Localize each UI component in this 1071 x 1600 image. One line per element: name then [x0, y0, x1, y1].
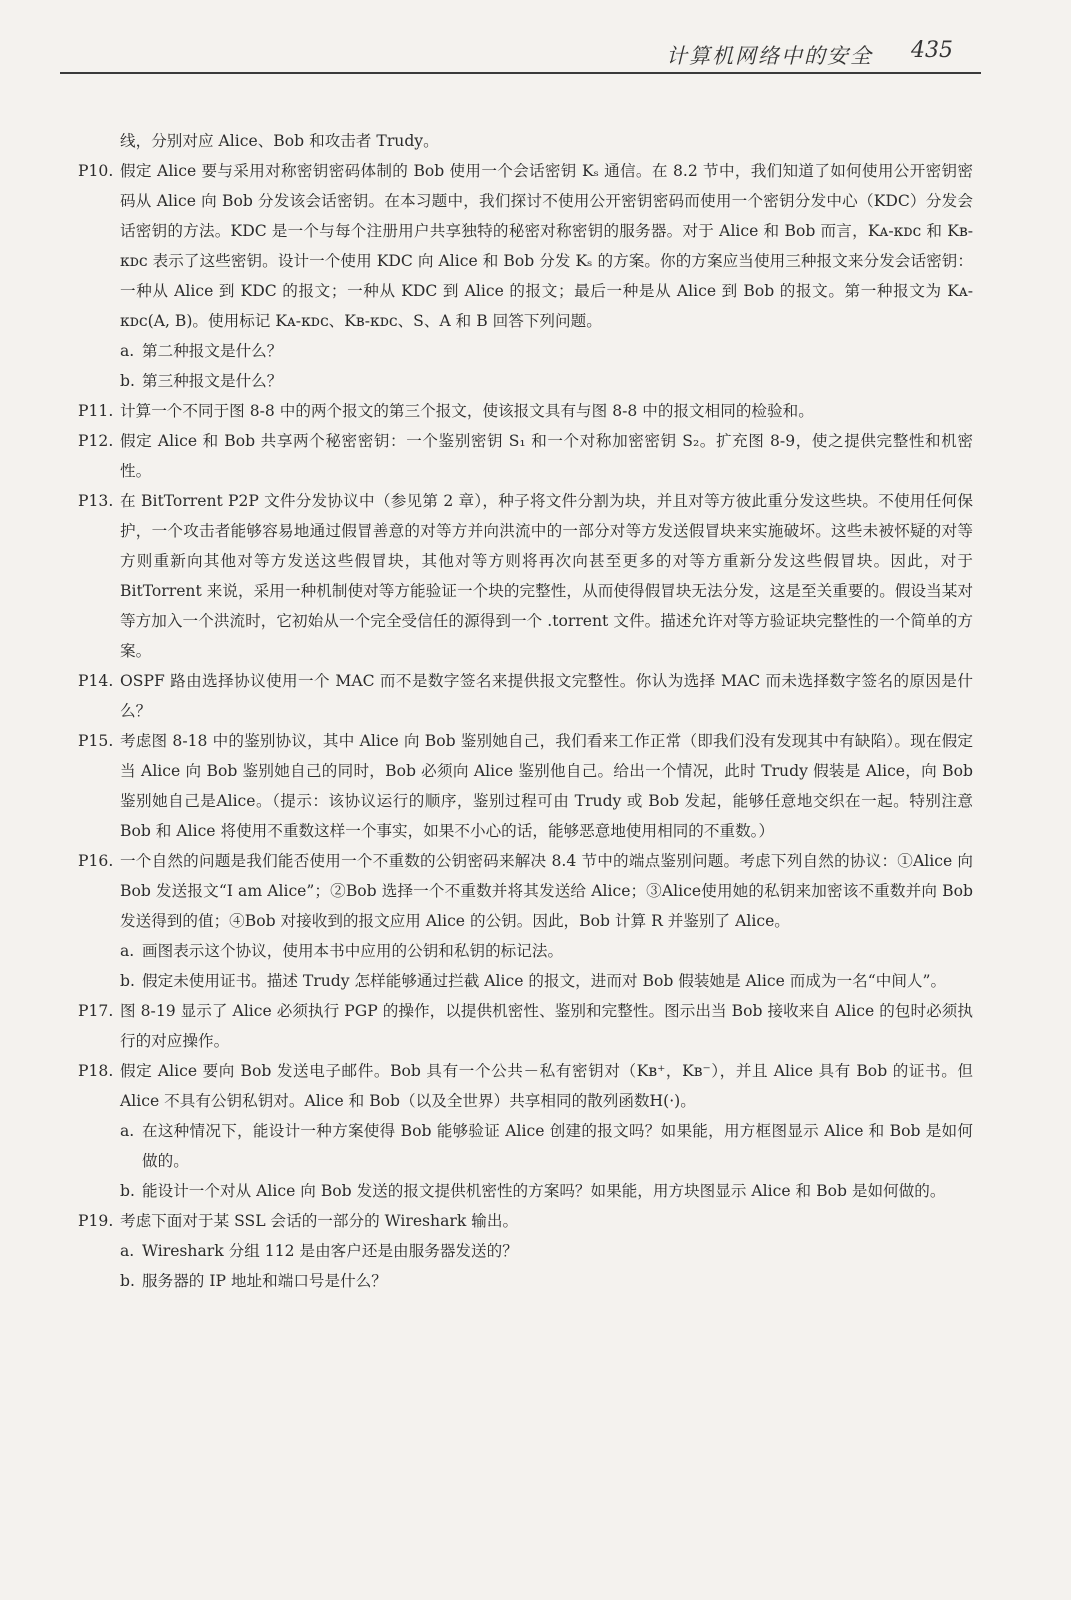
problem-number: P14.	[78, 672, 114, 690]
problem-item	[78, 996, 973, 1056]
problem-text: 考虑下面对于某 SSL 会话的一部分的 Wireshark 输出。	[120, 1212, 519, 1230]
problem-item	[78, 666, 973, 726]
problem-item	[78, 486, 973, 666]
subquestion-label: a.	[120, 1122, 135, 1140]
problem-text: 在 BitTorrent P2P 文件分发协议中（参见第 2 章），种子将文件分割为块，并且对等方彼此重分发这些块。不使用任何保护，一个攻击者能够容易地通过假冒善意的对等方并向洪流中的一部分对等方发送假冒块来实施破坏。这些未被怀疑的对等方则重新向其他对等方发送这些假冒块，其他对等方则将再次向甚至更多的对等方重新分发这些假冒块。因此，对于 BitTorrent 来说，采用一种机制使对等方能验证一个块的完整性，从而使得假冒块无法分发，这是至关重要的。假设当某对等方加入一个洪流时，它初始从一个完全受信任的源得到一个 .torrent 文件。描述允许对等方验证块完整性的一个简单的方案。	[120, 492, 973, 660]
subquestion-label: b.	[120, 372, 135, 390]
problem-number: P19.	[78, 1212, 114, 1230]
subquestion	[78, 1266, 973, 1296]
continuation-line: 线，分别对应 Alice、Bob 和攻击者 Trudy。	[120, 132, 439, 150]
problem-number: P11.	[78, 402, 114, 420]
subquestion-text: 服务器的 IP 地址和端口号是什么？	[142, 1272, 387, 1290]
problem-number: P18.	[78, 1062, 114, 1080]
subquestion	[78, 966, 973, 996]
page-body	[78, 126, 973, 1296]
subquestion	[78, 366, 973, 396]
subquestion-label: b.	[120, 1182, 135, 1200]
subquestion-label: b.	[120, 972, 135, 990]
subquestion	[78, 1176, 973, 1206]
subquestion-label: b.	[120, 1272, 135, 1290]
subquestion-label: a.	[120, 342, 135, 360]
problem-item	[78, 1056, 973, 1116]
problem-text: 假定 Alice 和 Bob 共享两个秘密密钥：一个鉴别密钥 S₁ 和一个对称加密密钥 S₂。扩充图 8-9，使之提供完整性和机密性。	[120, 432, 973, 480]
problem-text: OSPF 路由选择协议使用一个 MAC 而不是数字签名来提供报文完整性。你认为选择 MAC 而未选择数字签名的原因是什么？	[120, 672, 973, 720]
subquestion-text: 第二种报文是什么？	[142, 342, 283, 360]
subquestion-label: a.	[120, 942, 135, 960]
problem-text: 假定 Alice 要向 Bob 发送电子邮件。Bob 具有一个公共－私有密钥对（Kʙ⁺，Kʙ⁻），并且 Alice 具有 Bob 的证书。但 Alice 不具有公钥私钥对。Alice 和 Bob（以及全世界）共享相同的散列函数H(·)。	[120, 1062, 973, 1110]
subquestion-text: 在这种情况下，能设计一种方案使得 Bob 能够验证 Alice 创建的报文吗？如果能，用方框图显示 Alice 和 Bob 是如何做的。	[142, 1122, 973, 1170]
problem-item	[78, 396, 973, 426]
problem-item	[78, 426, 973, 486]
subquestion	[78, 1236, 973, 1266]
problem-item	[78, 726, 973, 846]
problem-item	[78, 156, 973, 336]
problem-text: 一个自然的问题是我们能否使用一个不重数的公钥密码来解决 8.4 节中的端点鉴别问题。考虑下列自然的协议：①Alice 向 Bob 发送报文“I am Alice”；②Bob 选择一个不重数并将其发送给 Alice；③Alice使用她的私钥来加密该不重数并向 Bob 发送得到的值；④Bob 对接收到的报文应用 Alice 的公钥。因此，Bob 计算 R 并鉴别了 Alice。	[120, 852, 973, 930]
problem-number: P16.	[78, 852, 114, 870]
problem-text: 计算一个不同于图 8-8 中的两个报文的第三个报文，使该报文具有与图 8-8 中的报文相同的检验和。	[120, 402, 814, 420]
problem-number: P10.	[78, 162, 114, 180]
page-number: 435	[911, 38, 953, 63]
subquestion-label: a.	[120, 1242, 135, 1260]
running-title: 计算机网络中的安全	[666, 44, 873, 68]
problem-number: P12.	[78, 432, 114, 450]
subquestion	[78, 936, 973, 966]
problem-number: P15.	[78, 732, 114, 750]
subquestion-text: 第三种报文是什么？	[142, 372, 283, 390]
page-header	[60, 38, 981, 74]
problem-number: P13.	[78, 492, 114, 510]
problem-item	[78, 846, 973, 936]
subquestion-text: Wireshark 分组 112 是由客户还是由服务器发送的？	[142, 1242, 518, 1260]
subquestion-text: 假定未使用证书。描述 Trudy 怎样能够通过拦截 Alice 的报文，进而对 Bob 假装她是 Alice 而成为一名“中间人”。	[142, 972, 947, 990]
subquestion	[78, 336, 973, 366]
problem-text: 考虑图 8-18 中的鉴别协议，其中 Alice 向 Bob 鉴别她自己，我们看来工作正常（即我们没有发现其中有缺陷）。现在假定当 Alice 向 Bob 鉴别她自己的同时，Bob 必须向 Alice 鉴别他自己。给出一个情况，此时 Trudy 假装是 Alice，向 Bob 鉴别她自己是Alice。（提示：该协议运行的顺序，鉴别过程可由 Trudy 或 Bob 发起，能够任意地交织在一起。特别注意 Bob 和 Alice 将使用不重数这样一个事实，如果不小心的话，能够恶意地使用相同的不重数。）	[120, 732, 974, 840]
subquestion-text: 画图表示这个协议，使用本书中应用的公钥和私钥的标记法。	[142, 942, 564, 960]
subquestion	[78, 1116, 973, 1176]
subquestion-text: 能设计一个对从 Alice 向 Bob 发送的报文提供机密性的方案吗？如果能，用方块图显示 Alice 和 Bob 是如何做的。	[142, 1182, 946, 1200]
problem-text: 假定 Alice 要与采用对称密钥密码体制的 Bob 使用一个会话密钥 Kₛ 通信。在 8.2 节中，我们知道了如何使用公开密钥密码从 Alice 向 Bob 分发该会话密钥。在本习题中，我们探讨不使用公开密钥密码而使用一个密钥分发中心（KDC）分发会话密钥的方法。KDC 是一个与每个注册用户共享独特的秘密对称密钥的服务器。对于 Alice 和 Bob 而言，Kᴀ-ᴋᴅᴄ 和 Kʙ-ᴋᴅᴄ 表示了这些密钥。设计一个使用 KDC 向 Alice 和 Bob 分发 Kₛ 的方案。你的方案应当使用三种报文来分发会话密钥：一种从 Alice 到 KDC 的报文；一种从 KDC 到 Alice 的报文；最后一种是从 Alice 到 Bob 的报文。第一种报文为 Kᴀ-ᴋᴅᴄ(A, B)。使用标记 Kᴀ-ᴋᴅᴄ、Kʙ-ᴋᴅᴄ、S、A 和 B 回答下列问题。	[120, 162, 973, 330]
problem-text: 图 8-19 显示了 Alice 必须执行 PGP 的操作，以提供机密性、鉴别和完整性。图示出当 Bob 接收来自 Alice 的包时必须执行的对应操作。	[120, 1002, 973, 1050]
problem-number: P17.	[78, 1002, 114, 1020]
problem-item	[78, 1206, 973, 1236]
